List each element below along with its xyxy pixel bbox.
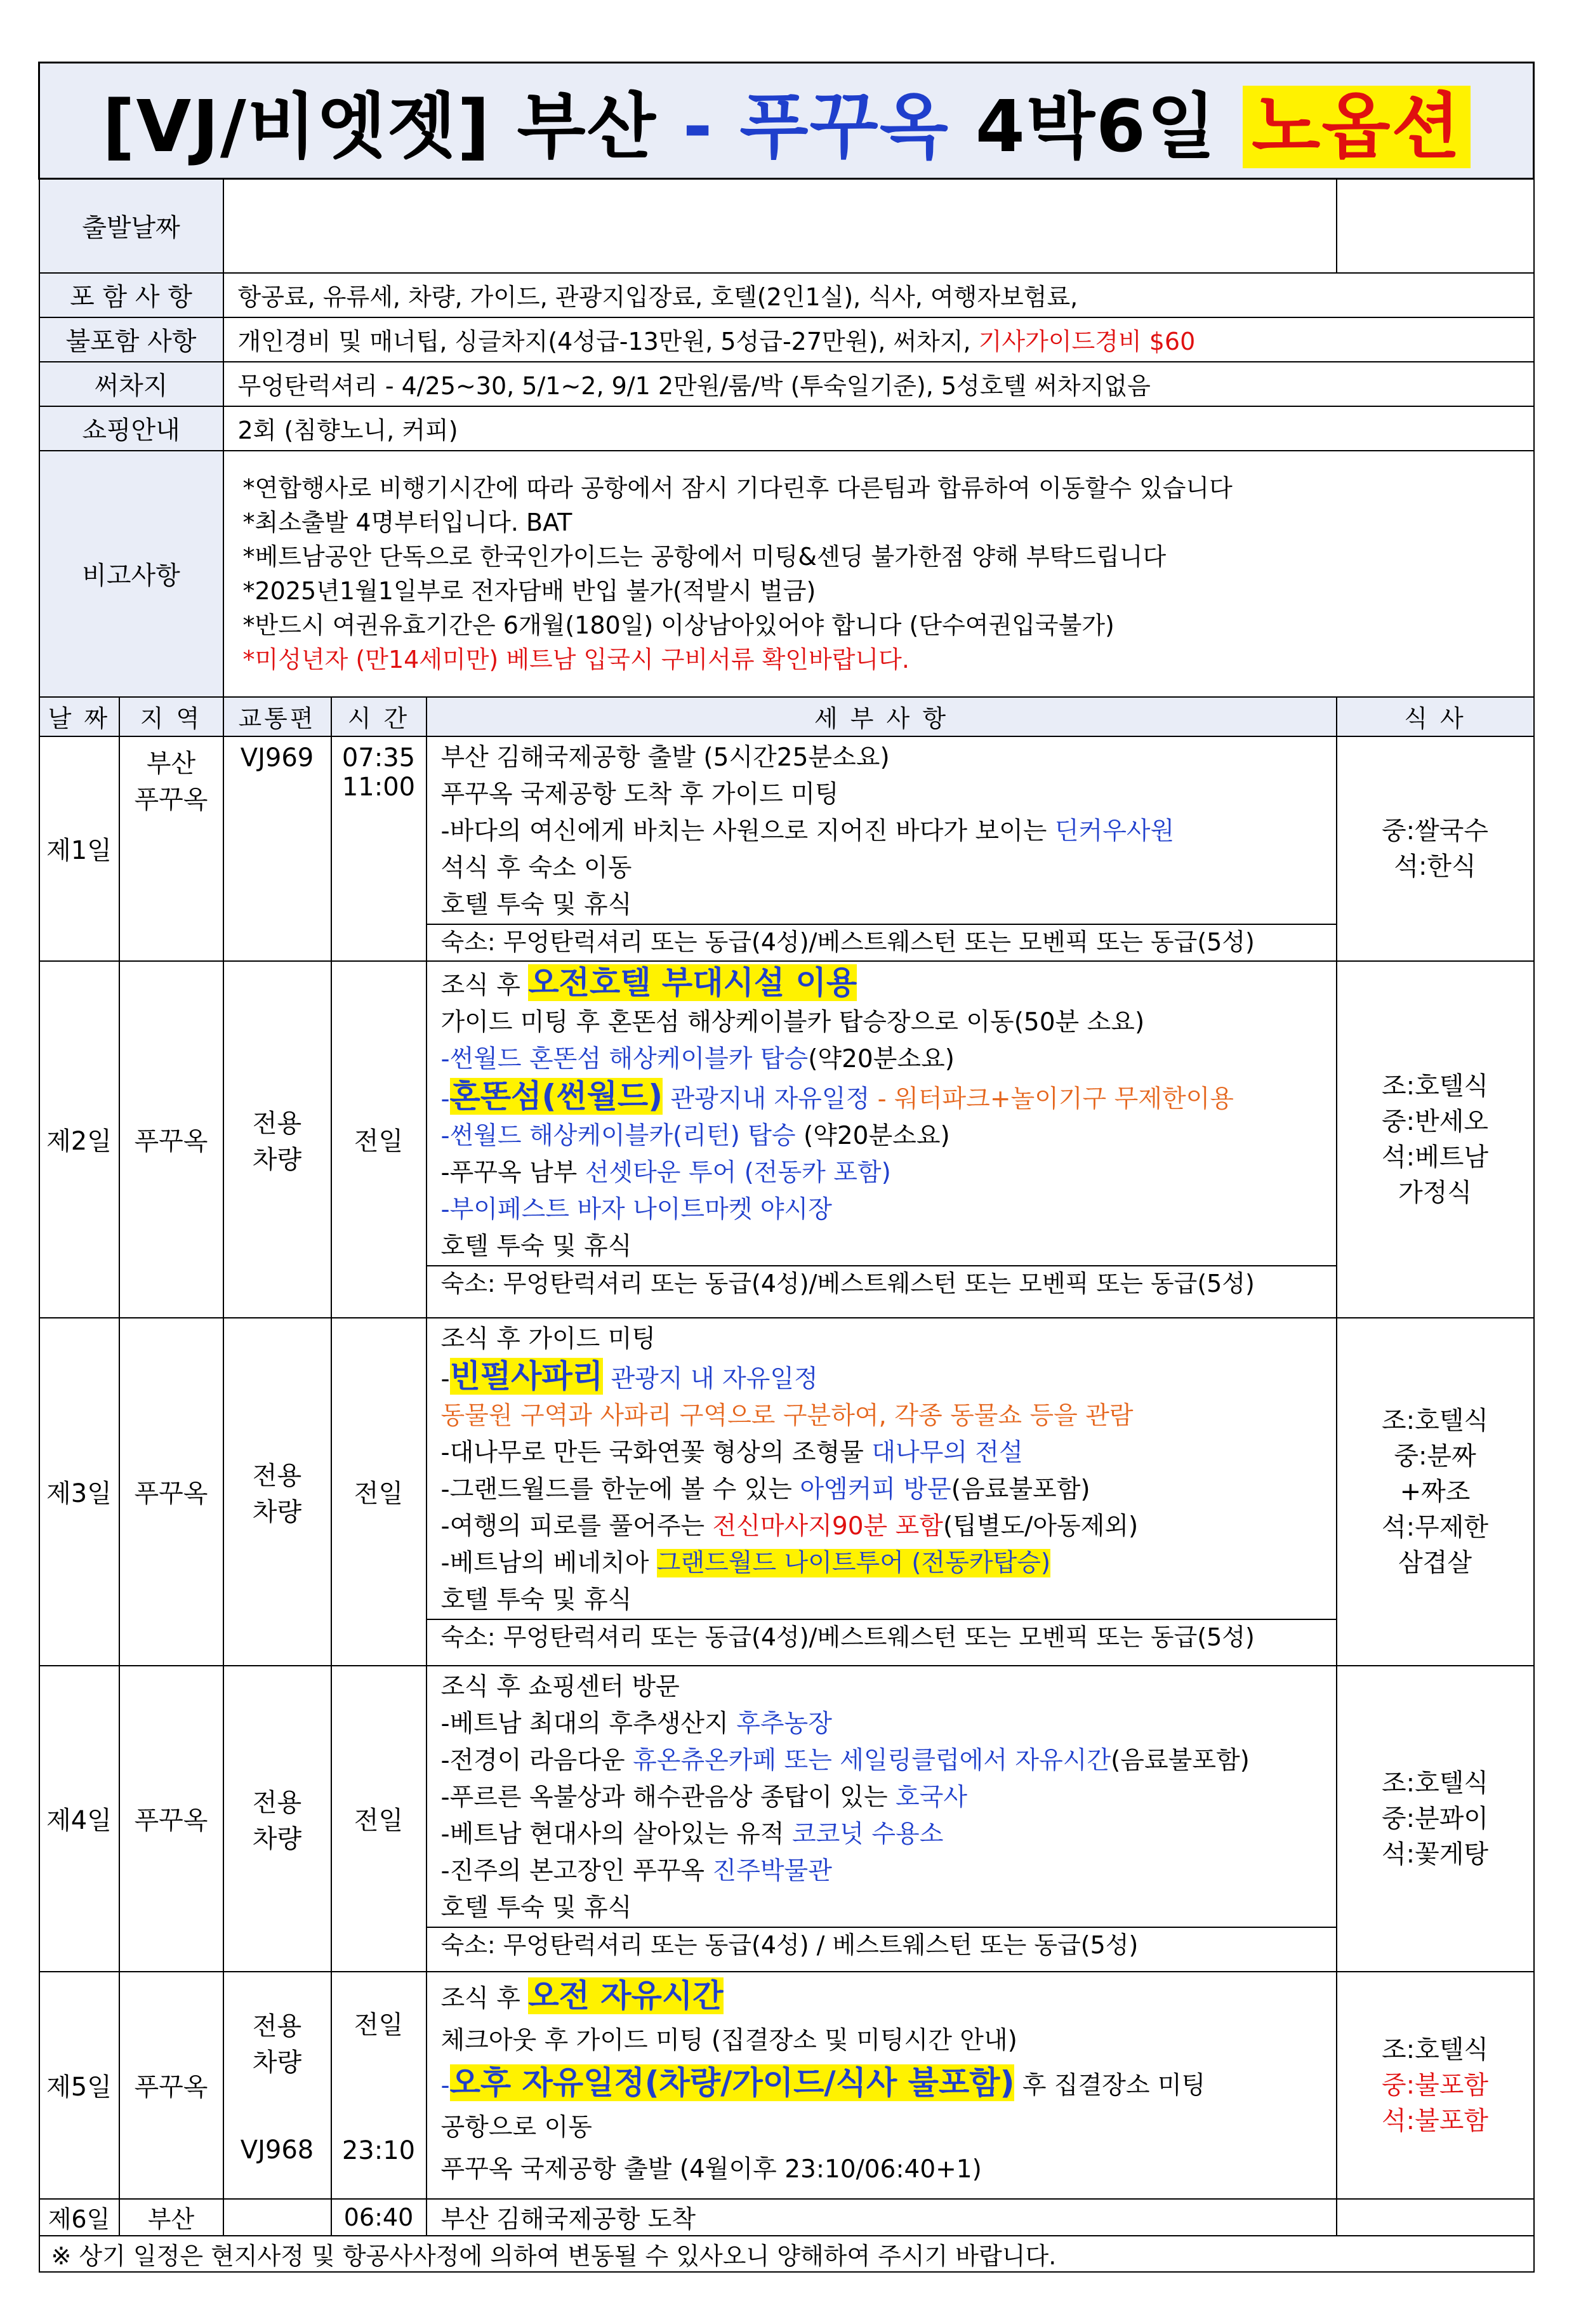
- detail-highlight: 오후 자유일정(차량/가이드/식사 불포함): [449, 2064, 1015, 2101]
- detail-highlight: 호국사: [896, 1783, 968, 1812]
- time-cell: 전일: [331, 961, 427, 1318]
- transport-cell: [223, 2199, 331, 2236]
- meal-text: 중:분꽈이: [1382, 1803, 1489, 1833]
- day-label: 제3일: [39, 1318, 119, 1666]
- time-cell: [331, 736, 427, 961]
- detail-highlight: 코코넛 수용소: [791, 1819, 944, 1849]
- note-line-red: *미성년자 (만14세미만) 베트남 입국시 구비서류 확인바랍니다.: [242, 645, 909, 674]
- detail-line: 동물원 구역과 사파리 구역으로 구분하여, 각종 동물쇼 등을 관람: [440, 1401, 1134, 1430]
- detail-text: (음료불포함): [1111, 1746, 1250, 1775]
- title-part2: 4박6일: [949, 85, 1243, 168]
- table-row-day4: [39, 1666, 1534, 1972]
- detail-highlight: 딘커우사원: [1054, 816, 1175, 846]
- day-label: 제2일: [39, 961, 119, 1318]
- detail-text: 후 집결장소 미팅: [1014, 2071, 1206, 2100]
- transport-cell: [223, 961, 331, 1318]
- detail-line: 호텔 투숙 및 휴식: [440, 1585, 632, 1614]
- shopping-value: 2회 (침향노니, 커피): [223, 406, 1534, 451]
- detail-highlight: 오전호텔 부대시설 이용: [528, 964, 857, 1001]
- detail-line: [441, 2062, 1336, 2107]
- meal-text: 석:베트남: [1382, 1142, 1489, 1172]
- detail-text: -그랜드월드를 한눈에 볼 수 있는: [440, 1475, 800, 1504]
- detail-line: [441, 1041, 1336, 1078]
- detail-text: -여행의 피로를 풀어주는: [440, 1511, 713, 1541]
- detail-highlight: -썬월드 해상케이블카(리턴) 탑승: [440, 1121, 796, 1150]
- time-cell: 06:40: [331, 2199, 427, 2236]
- detail-highlight: 대나무의 전설: [871, 1438, 1023, 1467]
- no-option-badge: 노옵션: [1243, 86, 1471, 168]
- itinerary-document: [38, 62, 1533, 2273]
- detail-text: (약20분소요): [795, 1121, 950, 1150]
- detail-line: [441, 1435, 1336, 1471]
- detail-line: [441, 1545, 1336, 1582]
- note-line: *베트남공안 단독으로 한국인가이드는 공항에서 미팅&센딩 불가한점 양해 부탁드립니다: [242, 542, 1167, 571]
- detail-text: -베트남 최대의 후추생산지: [440, 1709, 737, 1738]
- time-cell: 전일: [331, 1318, 427, 1666]
- table-row-day3: [39, 1318, 1534, 1666]
- detail-line: 푸꾸옥 국제공항 출발 (4월이후 23:10/06:40+1): [440, 2155, 982, 2184]
- time-text: 07:35: [341, 743, 416, 773]
- detail-line: [441, 1975, 1336, 2020]
- exclude-value: [223, 317, 1534, 362]
- title-destination: - 푸꾸옥: [682, 85, 949, 168]
- detail-highlight: 선셋타운 투어 (전동카 포함): [585, 1158, 891, 1187]
- note-line: *2025년1월1일부로 전자담배 반입 불가(적발시 벌금): [242, 576, 816, 605]
- detail-highlight: 오전 자유시간: [528, 1977, 724, 2014]
- detail-text: 관광지내 자유일정: [663, 1084, 870, 1113]
- hotel-info: 숙소: 무엉탄럭셔리 또는 동급(4성)/베스트웨스턴 또는 모벤픽 또는 동급(5성): [427, 924, 1336, 959]
- table-row-day6: [39, 2199, 1534, 2236]
- region-cell: 부산: [119, 2199, 223, 2236]
- detail-text: (팁별도/아동제외): [942, 1511, 1139, 1541]
- detail-highlight: 그랜드월드 나이트투어 (전동카탑승): [656, 1548, 1051, 1577]
- details-cell: 부산 김해국제공항 도착: [427, 2199, 1337, 2236]
- exclude-text: 개인경비 및 매너팁, 싱글차지(4성급-13만원, 5성급-27만원), 써차지,: [237, 328, 979, 355]
- detail-line: [441, 1118, 1336, 1155]
- header-region: 지 역: [119, 697, 223, 736]
- detail-line: [441, 1358, 1336, 1398]
- detail-line: [441, 1743, 1336, 1779]
- meal-text: 중:반세오: [1382, 1106, 1489, 1136]
- region-text: 푸꾸옥: [134, 785, 208, 814]
- meal-text: 석:꽃게탕: [1382, 1839, 1489, 1869]
- note-line: *최소출발 4명부터입니다. BAT: [242, 508, 572, 536]
- transport-text: 차량: [252, 1824, 302, 1854]
- meal-cell: [1337, 1972, 1534, 2199]
- detail-line: 체크아웃 후 가이드 미팅 (집결장소 및 미팅시간 안내): [440, 2026, 1017, 2055]
- detail-text: -베트남 현대사의 살아있는 유적: [440, 1819, 792, 1849]
- day-label: 제6일: [39, 2199, 119, 2236]
- hotel-info: 숙소: 무엉탄럭셔리 또는 동급(4성) / 베스트웨스턴 또는 동급(5성): [427, 1927, 1336, 1962]
- table-row-day2: [39, 961, 1534, 1318]
- detail-line: 공항으로 이동: [440, 2113, 592, 2142]
- detail-line: 호텔 투숙 및 휴식: [440, 1893, 632, 1922]
- details-cell: [427, 1972, 1337, 2199]
- detail-text: (음료불포함): [951, 1475, 1090, 1504]
- departure-date-field: [223, 179, 1337, 273]
- meal-cell: [1337, 2199, 1534, 2236]
- guide-fee-text: 기사가이드경비 $60: [978, 328, 1196, 355]
- region-cell: 푸꾸옥: [119, 961, 223, 1318]
- meal-text: 석:불포함: [1382, 2106, 1489, 2135]
- transport-cell: [223, 1972, 331, 2199]
- detail-line: 호텔 투숙 및 휴식: [440, 890, 632, 919]
- footer-note: ※ 상기 일정은 현지사정 및 항공사사정에 의하여 변동될 수 있사오니 양해하여 주시기 바랍니다.: [39, 2236, 1534, 2272]
- meal-cell: [1337, 1666, 1534, 1972]
- transport-text: 차량: [252, 2047, 302, 2077]
- header-time: 시 간: [331, 697, 427, 736]
- surcharge-value: 무엉탄럭셔리 - 4/25~30, 5/1~2, 9/1 2만원/룸/박 (투숙일기준), 5성호텔 써차지없음: [223, 362, 1534, 406]
- region-cell: 푸꾸옥: [119, 1972, 223, 2199]
- detail-line: 푸꾸옥 국제공항 도착 후 가이드 미팅: [440, 780, 839, 809]
- transport-cell: [223, 1666, 331, 1972]
- transport-cell: VJ969: [223, 736, 331, 961]
- detail-text: - 워터파크+놀이기구 무제한이용: [870, 1084, 1234, 1113]
- region-cell: 푸꾸옥: [119, 1666, 223, 1972]
- detail-text: (약20분소요): [808, 1044, 955, 1073]
- detail-text: -베트남의 베네치아: [440, 1548, 657, 1577]
- note-line: *연합행사로 비행기시간에 따라 공항에서 잠시 기다린후 다른팀과 합류하여 이동할수 있습니다: [242, 474, 1233, 502]
- exclude-label: 불포함 사항: [39, 317, 223, 362]
- meal-text: 조:호텔식: [1382, 1405, 1489, 1435]
- detail-text: 관광지 내 자유일정: [603, 1364, 818, 1393]
- meal-text: 조:호텔식: [1382, 1768, 1489, 1798]
- transport-text: 전용: [252, 2011, 302, 2041]
- detail-highlight: 진주박물관: [712, 1856, 832, 1885]
- meal-cell: [1337, 1318, 1534, 1666]
- include-value: 항공료, 유류세, 차량, 가이드, 관광지입장료, 호텔(2인1실), 식사, 여행자보험료,: [223, 273, 1534, 317]
- meal-text: 석:무제한: [1382, 1512, 1489, 1542]
- time-cell: 전일: [331, 1666, 427, 1972]
- detail-text: -푸르른 옥불상과 해수관음상 종탑이 있는: [440, 1783, 896, 1812]
- detail-text: 조식 후: [440, 1984, 529, 2013]
- details-cell: [427, 961, 1337, 1318]
- detail-text: -진주의 본고장인 푸꾸옥: [440, 1856, 713, 1885]
- meal-text: 석:한식: [1394, 851, 1476, 881]
- meal-text: 중:분짜: [1394, 1441, 1476, 1471]
- detail-line: 가이드 미팅 후 혼똔섬 해상케이블카 탑승장으로 이동(50분 소요): [440, 1007, 1145, 1037]
- meal-text: +짜조: [1399, 1477, 1471, 1506]
- detail-line: 호텔 투숙 및 휴식: [440, 1232, 632, 1261]
- transport-text: 전용: [252, 1788, 302, 1817]
- detail-line: 조식 후 가이드 미팅: [440, 1324, 656, 1353]
- meal-text: 중:불포함: [1382, 2070, 1489, 2100]
- detail-highlight: 휴온츄온카페 또는 세일링클럽에서 자유시간: [633, 1746, 1111, 1775]
- detail-highlight: 혼똔섬(썬월드): [449, 1077, 663, 1115]
- surcharge-label: 써차지: [39, 362, 223, 406]
- table-row-day5: [39, 1972, 1534, 2199]
- detail-line: [441, 1508, 1336, 1545]
- day-label: 제5일: [39, 1972, 119, 2199]
- hotel-info: 숙소: 무엉탄럭셔리 또는 동급(4성)/베스트웨스턴 또는 모벤픽 또는 동급(5성): [427, 1619, 1336, 1654]
- detail-highlight: 아엠커피 방문: [800, 1475, 951, 1504]
- header-day: 날 짜: [39, 697, 119, 736]
- detail-highlight: 썬월드 혼똔섬 해상케이블카 탑승: [449, 1044, 809, 1073]
- details-cell: [427, 736, 1337, 961]
- meal-text: 삼겹살: [1398, 1548, 1472, 1577]
- detail-text: -: [440, 1364, 450, 1393]
- detail-text: -전경이 라음다운: [440, 1746, 633, 1775]
- region-text: 부산: [146, 748, 196, 778]
- region-cell: [119, 736, 223, 961]
- detail-line: [441, 1853, 1336, 1890]
- meal-text: 중:쌀국수: [1382, 816, 1489, 846]
- table-row-day1: [39, 736, 1534, 961]
- detail-line: [441, 1779, 1336, 1816]
- meal-cell: [1337, 961, 1534, 1318]
- itinerary-table: [38, 62, 1535, 2273]
- time-text: 전일: [354, 2010, 404, 2040]
- detail-line: [441, 813, 1336, 850]
- hotel-info: 숙소: 무엉탄럭셔리 또는 동급(4성)/베스트웨스턴 또는 모벤픽 또는 동급(5성): [427, 1265, 1336, 1301]
- detail-highlight: 전신마사지90분 포함: [712, 1511, 943, 1541]
- region-cell: 푸꾸옥: [119, 1318, 223, 1666]
- detail-text: -: [440, 1044, 450, 1073]
- detail-line: [441, 1155, 1336, 1192]
- include-label: 포 함 사 항: [39, 273, 223, 317]
- title-part1: [VJ/비엣젯] 부산: [102, 85, 683, 168]
- departure-label: 출발날짜: [39, 179, 223, 273]
- time-text: 11:00: [341, 772, 416, 802]
- meal-text: 조:호텔식: [1382, 1071, 1489, 1101]
- transport-cell: [223, 1318, 331, 1666]
- detail-text: 조식 후: [440, 971, 529, 1000]
- details-cell: [427, 1666, 1337, 1972]
- detail-text: -푸꾸옥 남부: [440, 1158, 585, 1187]
- time-text: 23:10: [341, 2136, 416, 2165]
- details-cell: [427, 1318, 1337, 1666]
- detail-line: [441, 964, 1336, 1004]
- detail-highlight: 후추농장: [736, 1709, 832, 1738]
- detail-line: 부산 김해국제공항 출발 (5시간25분소요): [440, 743, 890, 772]
- transport-text: 전용: [252, 1461, 302, 1491]
- detail-line: [441, 1816, 1336, 1853]
- detail-line: 석식 후 숙소 이동: [440, 853, 632, 882]
- note-line: *반드시 여권유효기간은 6개월(180일) 이상남아있어야 합니다 (단수여권입국불가): [242, 611, 1114, 639]
- transport-text: 차량: [252, 1497, 302, 1527]
- detail-line: -부이페스트 바자 나이트마켓 야시장: [440, 1195, 832, 1224]
- meal-cell: [1337, 736, 1534, 961]
- header-meal: 식 사: [1337, 697, 1534, 736]
- page-title: [39, 63, 1534, 179]
- notes-cell: [223, 451, 1534, 697]
- notes-label: 비고사항: [39, 451, 223, 697]
- detail-highlight: 빈펄사파리: [449, 1357, 604, 1395]
- shopping-label: 쇼핑안내: [39, 406, 223, 451]
- transport-text: 전용: [252, 1108, 302, 1138]
- detail-text: -: [440, 2071, 450, 2100]
- flight-number: VJ968: [240, 2135, 314, 2165]
- day-label: 제4일: [39, 1666, 119, 1972]
- detail-line: [441, 1471, 1336, 1508]
- detail-text: -바다의 여신에게 바치는 사원으로 지어진 바다가 보이는: [440, 816, 1055, 846]
- detail-line: [441, 1706, 1336, 1743]
- meal-text: 조:호텔식: [1382, 2035, 1489, 2064]
- detail-line: [441, 1078, 1336, 1118]
- departure-extra-field: [1337, 179, 1534, 273]
- time-cell: [331, 1972, 427, 2199]
- detail-line: 조식 후 쇼핑센터 방문: [440, 1672, 680, 1701]
- day-label: 제1일: [39, 736, 119, 961]
- detail-text: -대나무로 만든 국화연꽃 형상의 조형물: [440, 1438, 872, 1467]
- transport-text: 차량: [252, 1145, 302, 1174]
- header-details: 세 부 사 항: [427, 697, 1337, 736]
- detail-text: -: [440, 1084, 450, 1113]
- meal-text: 가정식: [1398, 1178, 1472, 1207]
- header-transport: 교통편: [223, 697, 331, 736]
